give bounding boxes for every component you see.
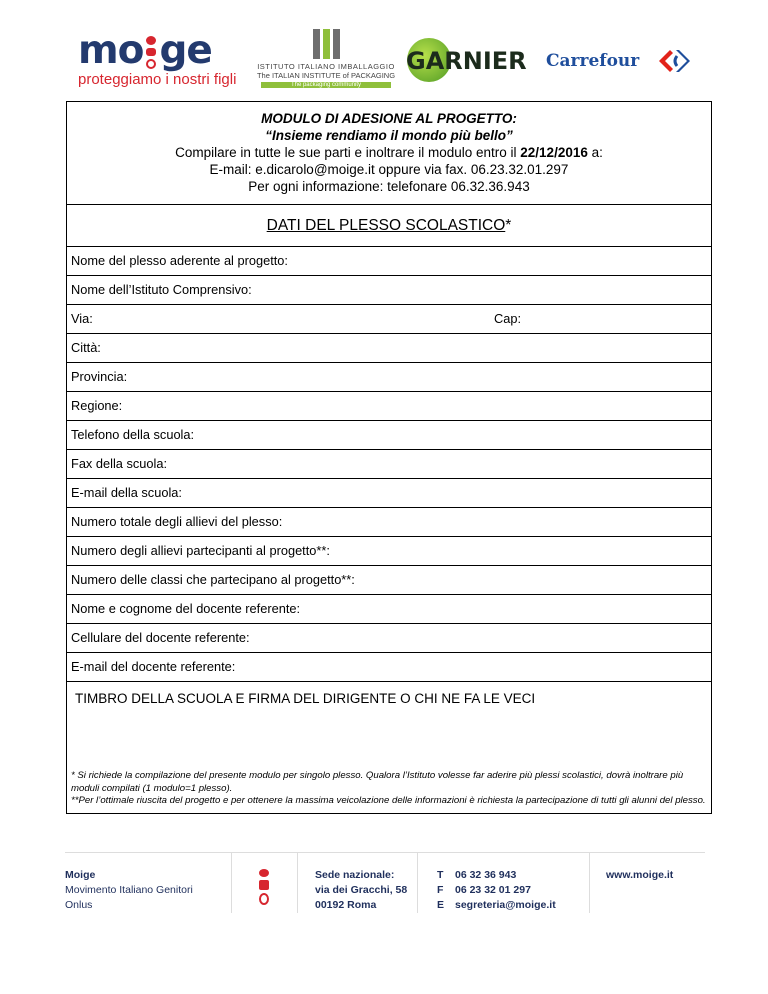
moige-logo <box>78 28 238 88</box>
contact-phone: Per ogni informazione: telefonare 06.32.36.943 <box>248 179 530 194</box>
form-title: MODULO DI ADESIONE AL PROGETTO: <box>261 111 517 126</box>
footer-address <box>315 868 407 913</box>
deadline-text: Compilare in tutte le sue parti e inoltrare il modulo entro il <box>175 145 521 160</box>
field-row[interactable] <box>67 334 711 363</box>
field-row[interactable] <box>67 363 711 392</box>
iip-line-1: ISTITUTO ITALIANO IMBALLAGGIO <box>257 62 395 71</box>
field-label: Provincia: <box>71 369 128 384</box>
field-label: Fax della scuola: <box>71 456 168 471</box>
project-name: “Insieme rendiamo il mondo più bello” <box>265 128 513 143</box>
field-row[interactable] <box>67 624 711 653</box>
footer-sede-label: Sede nazionale: <box>315 869 395 881</box>
field-row[interactable] <box>67 653 711 682</box>
footer-t-letter: T <box>437 869 444 881</box>
footer-organization <box>65 868 193 913</box>
footer-org-line3: Onlus <box>65 899 93 911</box>
footer-sede-city: 00192 Roma <box>315 899 377 911</box>
field-label: Numero degli allievi partecipanti al progetto**: <box>71 543 330 558</box>
field-row[interactable] <box>67 595 711 624</box>
footer-f-letter: F <box>437 884 444 896</box>
moige-i-icon <box>259 869 269 907</box>
footer-fax: 06 23 32 01 297 <box>455 884 531 896</box>
page-footer <box>65 852 705 913</box>
field-label: Città: <box>71 340 101 355</box>
field-label: Numero totale degli allievi del plesso: <box>71 514 283 529</box>
iip-line-2: The ITALIAN INSTITUTE of PACKAGING <box>256 71 396 80</box>
iip-line-3: The packaging community <box>261 82 391 88</box>
adhesion-form <box>66 101 712 814</box>
footnote-2: **Per l’ottimale riuscita del progetto e per ottenere la massima veicolazione delle informazioni è richiesta la partecipazione di tutti gli alunni del plesso. <box>71 795 706 806</box>
footer-website[interactable]: www.moige.it <box>606 869 674 881</box>
field-row[interactable] <box>67 537 711 566</box>
footer-sede-street: via dei Gracchi, 58 <box>315 884 408 896</box>
field-row[interactable] <box>67 421 711 450</box>
field-label: Numero delle classi che partecipano al progetto**: <box>71 572 355 587</box>
contact-email-fax: E-mail: e.dicarolo@moige.it oppure via fax. 06.23.32.01.297 <box>209 162 569 177</box>
field-row[interactable] <box>67 508 711 537</box>
carrefour-logo <box>546 48 696 78</box>
section-title-text: DATI DEL PLESSO SCOLASTICO <box>266 217 506 234</box>
moige-tagline: proteggiamo i nostri figli <box>78 71 237 88</box>
footnote-1: * Si richiede la compilazione del presente modulo per singolo plesso. Qualora l’Istituto volesse far aderire più plessi scolastici, dovrà inoltrare più moduli compilati (1 modulo=1 plesso). <box>71 770 684 794</box>
field-label: Cellulare del docente referente: <box>71 630 250 645</box>
form-header <box>67 102 711 205</box>
footer-contacts <box>455 868 556 913</box>
field-row[interactable] <box>67 305 711 334</box>
footnotes <box>67 770 711 813</box>
field-row[interactable] <box>67 450 711 479</box>
field-row[interactable] <box>67 276 711 305</box>
footer-email[interactable]: segreteria@moige.it <box>455 899 556 911</box>
footer-org-line2: Movimento Italiano Genitori <box>65 884 193 896</box>
field-row[interactable] <box>67 247 711 276</box>
field-row[interactable] <box>67 479 711 508</box>
deadline-date: 22/12/2016 <box>520 145 588 160</box>
garnier-wordmark: GARNIER <box>406 47 527 75</box>
field-label: Regione: <box>71 398 123 413</box>
iip-mark-icon <box>310 29 342 59</box>
field-label: Nome dell’Istituto Comprensivo: <box>71 282 252 297</box>
moige-logo-word-start: mo <box>78 28 144 73</box>
moige-i-icon <box>146 39 156 69</box>
footer-org-name: Moige <box>65 869 96 881</box>
carrefour-wordmark: Carrefour <box>546 51 640 71</box>
section-title-star: * <box>505 217 512 234</box>
footer-contact-letters <box>437 868 444 913</box>
field-label: Via: <box>71 311 93 326</box>
footer-e-letter: E <box>437 899 445 911</box>
stamp-signature-label: TIMBRO DELLA SCUOLA E FIRMA DEL DIRIGENTE O CHI NE FA LE VECI <box>75 691 536 706</box>
footer-phone: 06 32 36 943 <box>455 869 517 881</box>
field-row[interactable] <box>67 392 711 421</box>
field-label: E-mail del docente referente: <box>71 659 236 674</box>
deadline-line <box>67 144 711 161</box>
field-label: Nome del plesso aderente al progetto: <box>71 253 288 268</box>
carrefour-mark-icon <box>656 48 692 74</box>
field-label: Telefono della scuola: <box>71 427 195 442</box>
field-label: Nome e cognome del docente referente: <box>71 601 301 616</box>
stamp-signature-area[interactable] <box>67 682 711 770</box>
section-title <box>67 205 711 247</box>
iip-logo <box>251 29 401 88</box>
moige-logo-word-end: ge <box>159 28 212 73</box>
field-row[interactable] <box>67 566 711 595</box>
sponsor-logos <box>0 26 768 96</box>
deadline-suffix: a: <box>587 145 603 160</box>
garnier-logo <box>404 38 530 84</box>
field-label: E-mail della scuola: <box>71 485 182 500</box>
cap-label: Cap: <box>494 311 522 326</box>
